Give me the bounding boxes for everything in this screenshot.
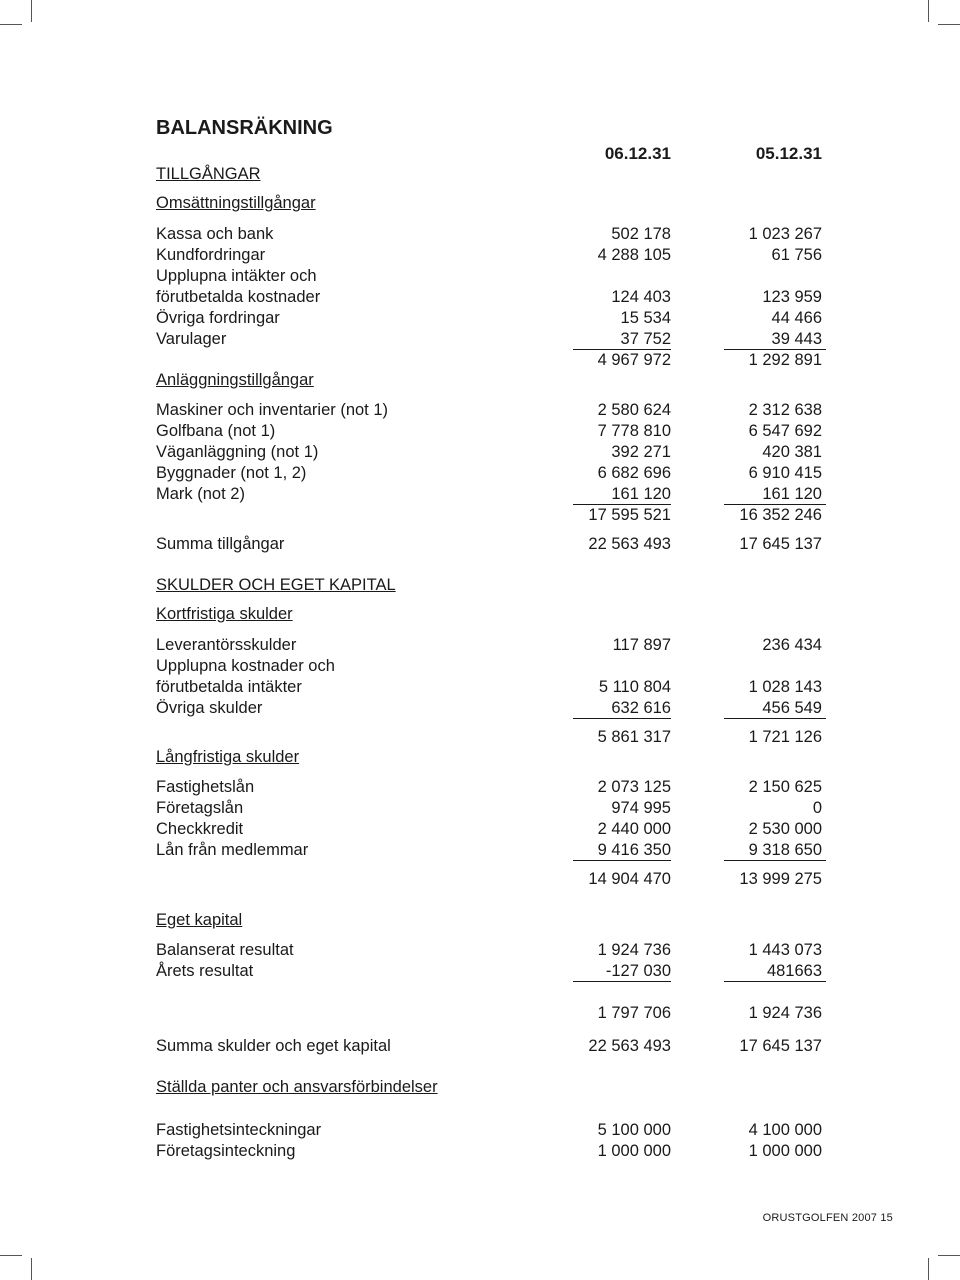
row-label: Övriga skulder <box>156 699 263 717</box>
value-2006: 6 682 696 <box>597 464 671 482</box>
value-2005: 17 645 137 <box>739 535 822 553</box>
value-2005: 16 352 246 <box>739 506 822 524</box>
value-2005: 44 466 <box>771 309 822 327</box>
section-heading-fixed-assets: Anläggningstillgångar <box>156 371 314 389</box>
subtotal-row <box>0 727 960 747</box>
value-2006: 22 563 493 <box>588 1037 671 1055</box>
row-label: Fastighetslån <box>156 778 255 796</box>
table-row <box>0 1120 960 1140</box>
value-2005: 4 100 000 <box>748 1121 822 1139</box>
row-label: förutbetalda kostnader <box>156 288 321 306</box>
column-header-2005: 05.12.31 <box>755 144 822 163</box>
row-label: Balanserat resultat <box>156 941 294 959</box>
crop-mark <box>928 1258 929 1280</box>
value-2006: 17 595 521 <box>588 506 671 524</box>
value-2006: 5 861 317 <box>597 728 671 746</box>
value-2006: 502 178 <box>611 225 671 243</box>
value-2005: 236 434 <box>762 636 822 654</box>
table-row <box>0 961 960 981</box>
value-2005: 1 292 891 <box>748 351 822 369</box>
table-row <box>0 677 960 697</box>
table-row <box>0 266 960 286</box>
crop-mark <box>938 24 960 25</box>
value-2006: 9 416 350 <box>573 840 671 861</box>
row-label: Leverantörsskulder <box>156 636 297 654</box>
value-2006: 4 967 972 <box>597 351 671 369</box>
value-2006: 124 403 <box>611 288 671 306</box>
table-row <box>0 484 960 504</box>
table-row <box>0 442 960 462</box>
section-heading-equity: Eget kapital <box>156 911 243 929</box>
crop-mark <box>31 0 32 22</box>
value-2005: 1 721 126 <box>748 728 822 746</box>
row-label: Upplupna kostnader och <box>156 657 335 675</box>
table-row <box>0 224 960 244</box>
row-label: Summa skulder och eget kapital <box>156 1037 391 1055</box>
value-2006: 1 000 000 <box>597 1142 671 1160</box>
value-2006: 37 752 <box>573 329 671 350</box>
row-label: Golfbana (not 1) <box>156 422 276 440</box>
section-heading-short-term: Kortfristiga skulder <box>156 605 293 623</box>
value-2006: 4 288 105 <box>597 246 671 264</box>
value-2006: -127 030 <box>573 961 671 982</box>
value-2006: 117 897 <box>612 636 671 654</box>
column-header-2006: 06.12.31 <box>604 144 671 163</box>
table-row <box>0 245 960 265</box>
value-2006: 5 100 000 <box>597 1121 671 1139</box>
table-row <box>0 698 960 718</box>
subtotal-row <box>0 505 960 525</box>
table-row <box>0 656 960 676</box>
value-2006: 15 534 <box>620 309 671 327</box>
value-2006: 161 120 <box>573 484 671 505</box>
row-label: Fastighetsinteckningar <box>156 1121 322 1139</box>
table-row <box>0 400 960 420</box>
subtotal-row <box>0 869 960 889</box>
row-label: Upplupna intäkter och <box>156 267 317 285</box>
page-title: BALANSRÄKNING <box>156 117 333 139</box>
page-footer: ORUSTGOLFEN 2007 15 <box>762 1212 893 1224</box>
row-label: Företagslån <box>156 799 244 817</box>
total-row <box>0 1036 960 1056</box>
row-label: Kassa och bank <box>156 225 274 243</box>
table-row <box>0 798 960 818</box>
value-2006: 14 904 470 <box>588 870 671 888</box>
table-row <box>0 1141 960 1161</box>
subtotal-row <box>0 350 960 370</box>
table-row <box>0 287 960 307</box>
value-2005: 0 <box>812 799 822 817</box>
crop-mark <box>31 1258 32 1280</box>
value-2005: 17 645 137 <box>739 1037 822 1055</box>
value-2006: 974 995 <box>611 799 671 817</box>
row-label: Summa tillgångar <box>156 535 285 553</box>
table-row <box>0 840 960 860</box>
section-heading-pledged: Ställda panter och ansvarsförbindelser <box>156 1078 438 1096</box>
crop-mark <box>0 24 22 25</box>
value-2005: 1 028 143 <box>748 678 822 696</box>
row-label: Checkkredit <box>156 820 244 838</box>
value-2006: 2 580 624 <box>597 401 671 419</box>
value-2005: 6 910 415 <box>748 464 822 482</box>
section-heading-current-assets: Omsättningstillgångar <box>156 194 316 212</box>
value-2005: 456 549 <box>724 698 826 719</box>
value-2005: 161 120 <box>724 484 826 505</box>
value-2005: 9 318 650 <box>724 840 826 861</box>
value-2005: 2 530 000 <box>748 820 822 838</box>
value-2005: 2 312 638 <box>748 401 822 419</box>
value-2005: 1 443 073 <box>748 941 822 959</box>
row-label: Övriga fordringar <box>156 309 280 327</box>
table-row <box>0 819 960 839</box>
value-2006: 392 271 <box>611 443 671 461</box>
row-label: Företagsinteckning <box>156 1142 296 1160</box>
section-heading-assets: TILLGÅNGAR <box>156 165 261 183</box>
value-2005: 6 547 692 <box>748 422 822 440</box>
value-2006: 1 924 736 <box>597 941 671 959</box>
value-2005: 481663 <box>724 961 826 982</box>
row-label: Mark (not 2) <box>156 485 245 503</box>
total-row <box>0 534 960 554</box>
row-label: Lån från medlemmar <box>156 841 309 859</box>
value-2005: 2 150 625 <box>748 778 822 796</box>
crop-mark <box>928 0 929 22</box>
row-label: Väganläggning (not 1) <box>156 443 319 461</box>
row-label: förutbetalda intäkter <box>156 678 302 696</box>
value-2005: 1 000 000 <box>748 1142 822 1160</box>
row-label: Byggnader (not 1, 2) <box>156 464 307 482</box>
value-2005: 123 959 <box>762 288 822 306</box>
subtotal-row <box>0 1003 960 1023</box>
value-2006: 1 797 706 <box>597 1004 671 1022</box>
crop-mark <box>938 1255 960 1256</box>
value-2006: 22 563 493 <box>588 535 671 553</box>
value-2005: 420 381 <box>762 443 822 461</box>
section-heading-long-term: Långfristiga skulder <box>156 748 300 766</box>
value-2005: 13 999 275 <box>739 870 822 888</box>
section-heading-liabilities-equity: SKULDER OCH EGET KAPITAL <box>156 576 396 594</box>
value-2006: 632 616 <box>573 698 671 719</box>
crop-mark <box>0 1255 22 1256</box>
row-label: Årets resultat <box>156 962 254 980</box>
value-2005: 39 443 <box>724 329 826 350</box>
row-label: Maskiner och inventarier (not 1) <box>156 401 389 419</box>
table-row <box>0 635 960 655</box>
table-row <box>0 777 960 797</box>
value-2005: 61 756 <box>771 246 822 264</box>
table-row <box>0 463 960 483</box>
row-label: Varulager <box>156 330 227 348</box>
table-row <box>0 329 960 349</box>
value-2006: 5 110 804 <box>598 678 671 696</box>
value-2006: 2 440 000 <box>597 820 671 838</box>
value-2006: 7 778 810 <box>597 422 671 440</box>
row-label: Kundfordringar <box>156 246 266 264</box>
table-row <box>0 940 960 960</box>
table-row <box>0 308 960 328</box>
value-2005: 1 924 736 <box>748 1004 822 1022</box>
value-2005: 1 023 267 <box>748 225 822 243</box>
value-2006: 2 073 125 <box>597 778 671 796</box>
table-row <box>0 421 960 441</box>
